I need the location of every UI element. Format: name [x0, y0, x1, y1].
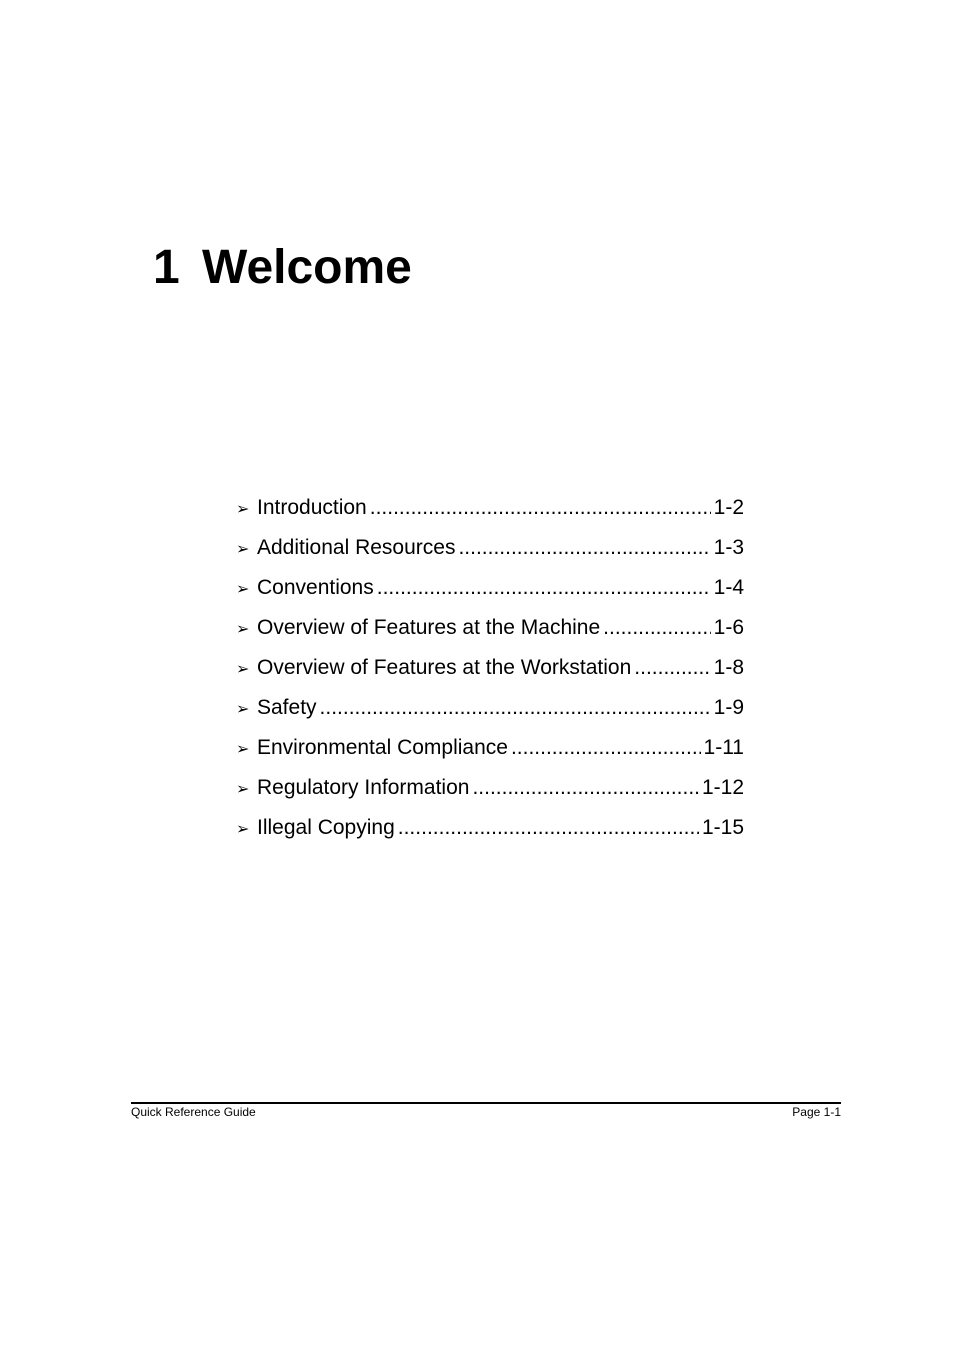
chapter-title-text: Welcome: [202, 241, 412, 294]
dot-leader: [603, 613, 710, 643]
footer-guide-title: Quick Reference Guide: [131, 1105, 256, 1119]
toc-item-page: 1-9: [713, 696, 744, 719]
toc-item-label: Illegal Copying: [257, 816, 395, 839]
footer-page-number: Page 1-1: [792, 1105, 841, 1119]
toc-item-page: 1-11: [703, 736, 744, 759]
dot-leader: [458, 533, 710, 563]
dot-leader: [370, 493, 711, 523]
toc-item-label: Conventions: [257, 576, 374, 599]
dot-leader: [511, 733, 701, 763]
toc-item-page: 1-2: [713, 496, 744, 519]
footer-divider: [131, 1102, 841, 1104]
arrow-bullet-icon: ➢: [236, 661, 250, 678]
toc-item-page: 1-3: [713, 536, 744, 559]
toc-item-label: Overview of Features at the Machine: [257, 616, 601, 639]
toc-item-page: 1-12: [701, 776, 744, 799]
arrow-bullet-icon: ➢: [236, 501, 250, 518]
toc-item-label: Safety: [257, 696, 317, 719]
table-of-contents: [236, 493, 744, 853]
dot-leader: [634, 653, 710, 683]
dot-leader: [320, 693, 711, 723]
toc-item-features-workstation[interactable]: [236, 653, 744, 693]
arrow-bullet-icon: ➢: [236, 621, 250, 638]
arrow-bullet-icon: ➢: [236, 781, 250, 798]
toc-item-page: 1-6: [713, 616, 744, 639]
dot-leader: [377, 573, 711, 603]
toc-item-label: Additional Resources: [257, 536, 456, 559]
toc-item-illegal-copying[interactable]: [236, 813, 744, 853]
toc-item-environmental-compliance[interactable]: [236, 733, 744, 773]
toc-item-safety[interactable]: [236, 693, 744, 733]
chapter-number: 1: [153, 241, 180, 294]
dot-leader: [472, 773, 699, 803]
arrow-bullet-icon: ➢: [236, 581, 250, 598]
toc-item-label: Regulatory Information: [257, 776, 470, 799]
toc-item-page: 1-15: [701, 816, 744, 839]
toc-item-label: Environmental Compliance: [257, 736, 508, 759]
toc-item-conventions[interactable]: [236, 573, 744, 613]
toc-item-page: 1-8: [713, 656, 744, 679]
toc-item-page: 1-4: [713, 576, 744, 599]
toc-item-regulatory-information[interactable]: [236, 773, 744, 813]
arrow-bullet-icon: ➢: [236, 741, 250, 758]
arrow-bullet-icon: ➢: [236, 821, 250, 838]
toc-item-features-machine[interactable]: [236, 613, 744, 653]
arrow-bullet-icon: ➢: [236, 701, 250, 718]
chapter-title: [153, 240, 412, 296]
toc-item-label: Overview of Features at the Workstation: [257, 656, 632, 679]
toc-item-introduction[interactable]: [236, 493, 744, 533]
toc-item-additional-resources[interactable]: [236, 533, 744, 573]
dot-leader: [398, 813, 699, 843]
arrow-bullet-icon: ➢: [236, 541, 250, 558]
toc-item-label: Introduction: [257, 496, 367, 519]
